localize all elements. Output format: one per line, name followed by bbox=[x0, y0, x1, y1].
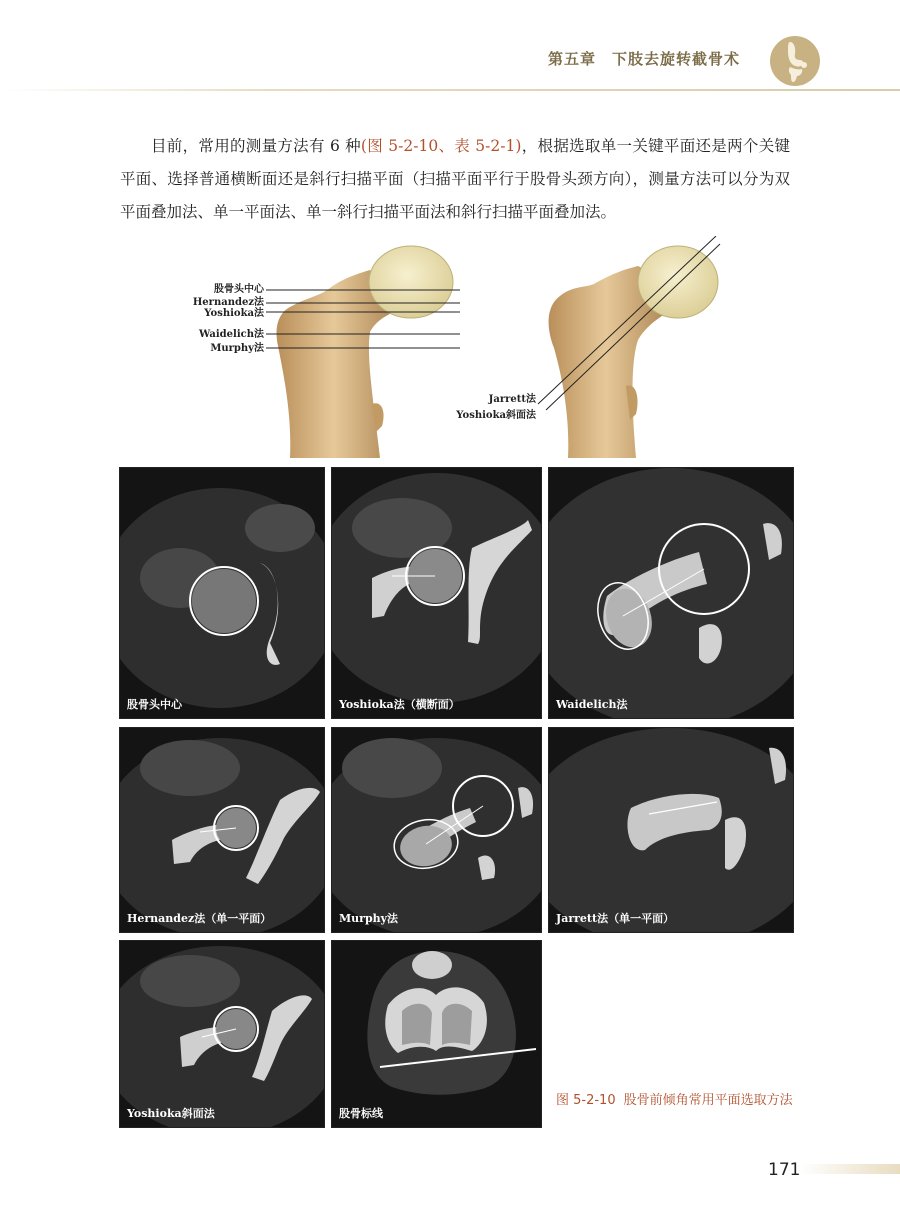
figure-ref-open: ( bbox=[360, 137, 367, 155]
ct-panel-label: Yoshioka法（横断面） bbox=[339, 698, 460, 711]
label-femoral-head-center: 股骨头中心 bbox=[214, 284, 264, 295]
ct-panel-label: Waidelich法 bbox=[556, 698, 628, 711]
chapter-badge bbox=[770, 36, 820, 86]
femur-left bbox=[193, 246, 460, 458]
ct-panel-femoral-reference-line bbox=[331, 940, 542, 1128]
figure-reference-link[interactable]: 图 5-2-10、表 5-2-1 bbox=[366, 137, 516, 155]
knee-joint-icon bbox=[770, 36, 820, 86]
figure-caption-number: 图 5-2-10 bbox=[556, 1093, 616, 1108]
ct-panel-label: 股骨标线 bbox=[339, 1107, 383, 1120]
chapter-title: 第五章 下肢去旋转截骨术 bbox=[547, 50, 740, 68]
footer-rule bbox=[800, 1164, 900, 1174]
page-number: 171 bbox=[768, 1160, 801, 1180]
label-jarrett: Jarrett法 bbox=[488, 394, 536, 405]
ct-panel-label: Murphy法 bbox=[339, 912, 399, 925]
header-rule bbox=[0, 89, 900, 91]
ct-panel-femoral-head-center bbox=[119, 467, 325, 719]
figure-ref-close: ) bbox=[515, 137, 522, 155]
ct-panel-jarrett bbox=[548, 727, 794, 933]
ct-panel-hernandez bbox=[119, 727, 325, 933]
ct-panel-yoshioka-oblique bbox=[119, 940, 325, 1128]
label-murphy: Murphy法 bbox=[210, 343, 264, 354]
ct-panel-label: Yoshioka斜面法 bbox=[127, 1107, 215, 1120]
femur-right bbox=[455, 236, 720, 458]
figure-caption-text: 股骨前倾角常用平面选取方法 bbox=[623, 1093, 793, 1108]
label-yoshioka-oblique: Yoshioka斜面法 bbox=[456, 410, 536, 421]
label-waidelich: Waidelich法 bbox=[199, 329, 264, 340]
ct-panel-label: Hernandez法（单一平面） bbox=[127, 912, 272, 925]
body-paragraph bbox=[120, 130, 790, 229]
ct-panel-yoshioka-axial bbox=[331, 467, 542, 719]
ct-panel-murphy bbox=[331, 727, 542, 933]
body-text-part1: 目前，常用的测量方法有 6 种 bbox=[151, 137, 361, 155]
femur-illustration bbox=[180, 236, 760, 458]
ct-panel-label: Jarrett法（单一平面） bbox=[556, 912, 675, 925]
ct-panel-waidelich bbox=[548, 467, 794, 719]
label-yoshioka: Yoshioka法 bbox=[204, 308, 264, 319]
figure-caption bbox=[556, 1090, 796, 1112]
label-hernandez: Hernandez法 bbox=[192, 297, 264, 308]
body-text-part2: ，根据选取单一关键平面还是两个关键平面、选择普通横断面还是斜行扫描平面（扫描平面平行于股骨头颈方向），测量方法可以分为双平面叠加法、单一平面法、单一斜行扫描平面法和斜行扫描平面叠加法。 bbox=[120, 137, 790, 221]
ct-panel-label: 股骨头中心 bbox=[127, 698, 182, 711]
